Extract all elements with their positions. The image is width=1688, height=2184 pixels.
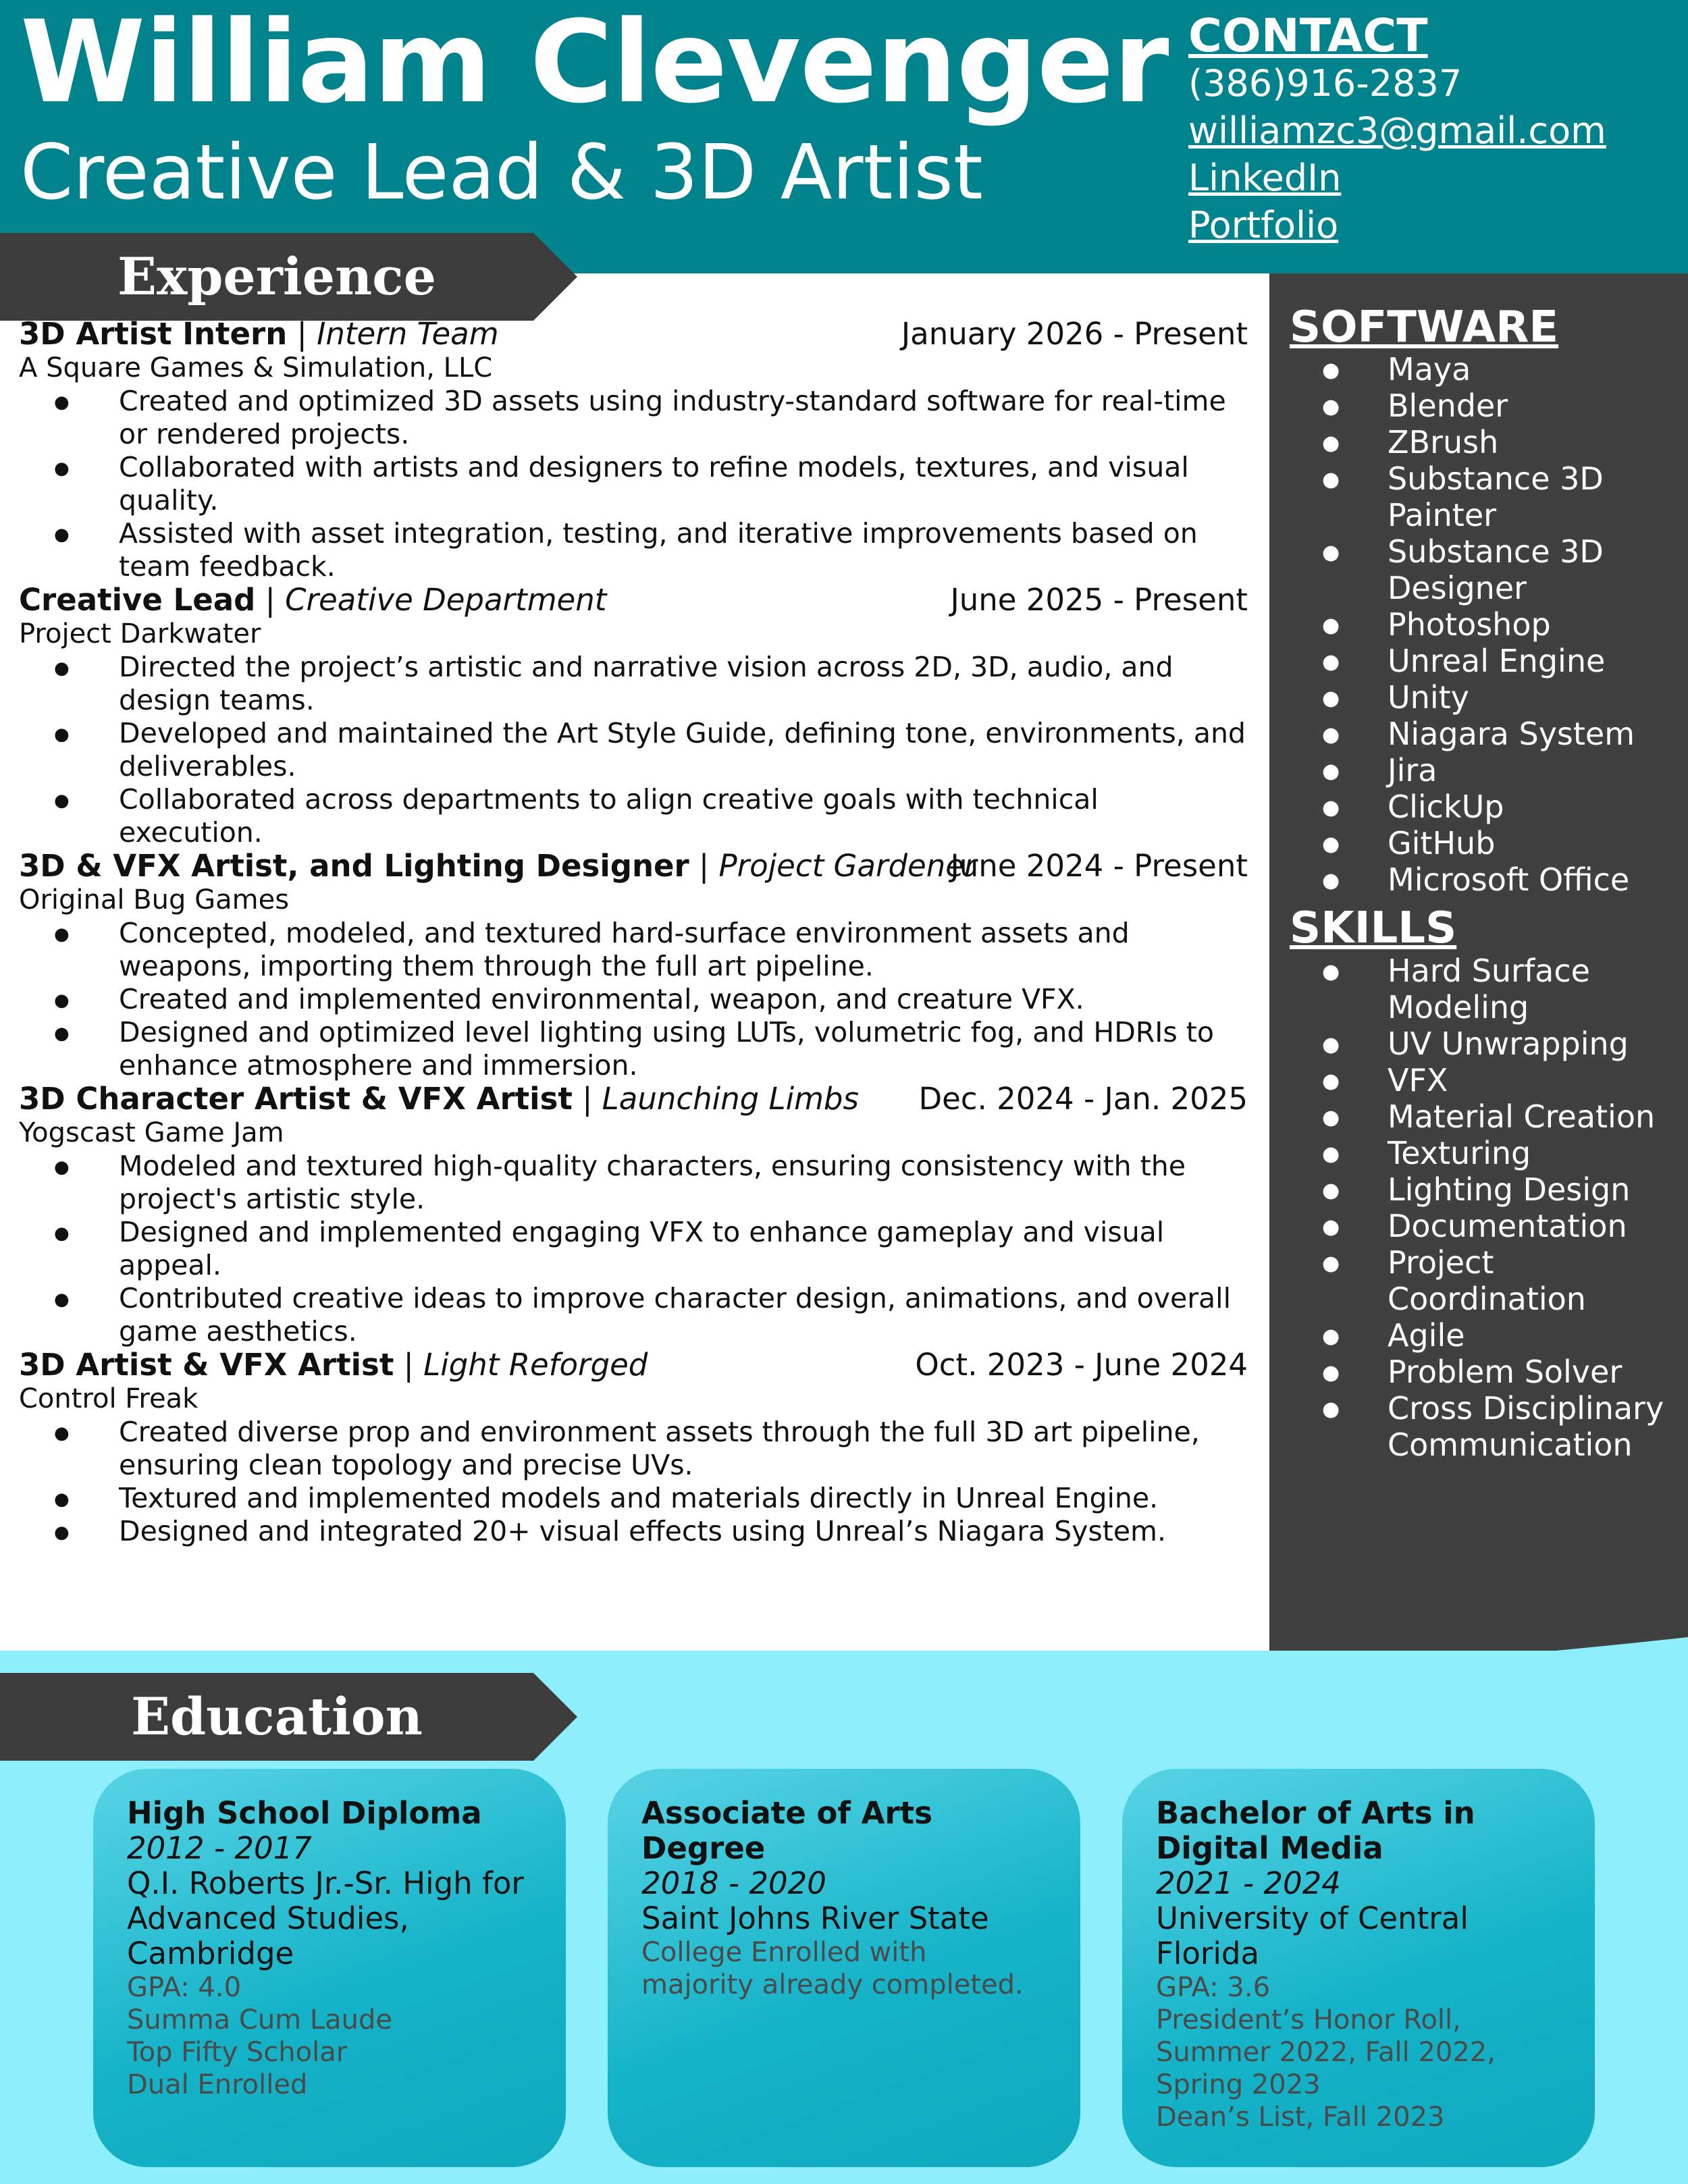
education-years: 2021 - 2024 <box>1156 1865 1341 1901</box>
contact-heading: CONTACT <box>1188 9 1428 63</box>
software-item: ● Substance 3D Painter <box>1269 460 1688 533</box>
job-title: 3D Character Artist & VFX Artist <box>19 1081 573 1117</box>
job-bullet: ● Directed the project’s artistic and narrative vision across 2D, 3D, audio, and design teams. <box>19 651 1248 717</box>
job-date: June 2025 - Present <box>950 582 1248 618</box>
skill-item: ● Problem Solver <box>1269 1354 1688 1390</box>
skill-item: ● Documentation <box>1269 1208 1688 1244</box>
education-school: Q.I. Roberts Jr.-Sr. High for Advanced Studies, Cambridge <box>127 1865 524 1971</box>
software-heading: SOFTWARE <box>1290 302 1559 352</box>
job-team: Creative Department <box>285 582 607 618</box>
job-team: Project Gardener <box>718 848 977 884</box>
software-item: ● Unity <box>1269 679 1688 716</box>
job-entry <box>19 583 1248 849</box>
education-heading: Education <box>131 1686 423 1747</box>
job-team: Launching Limbs <box>602 1081 859 1117</box>
skill-item: ● UV Unwrapping <box>1269 1026 1688 1062</box>
skill-item: ● Material Creation <box>1269 1098 1688 1135</box>
job-date: Dec. 2024 - Jan. 2025 <box>918 1081 1248 1117</box>
job-bullets <box>19 1416 1248 1548</box>
education-note: President’s Honor Roll, Summer 2022, Fall 2022, Spring 2023 <box>1156 2004 1496 2100</box>
skills-list <box>1269 953 1688 1463</box>
job-entry <box>19 1348 1248 1548</box>
contact-phone: (386)916-2837 <box>1188 62 1462 105</box>
job-date: Oct. 2023 - June 2024 <box>915 1347 1248 1383</box>
software-item: ● Maya <box>1269 351 1688 388</box>
job-header: 3D Artist Intern | Intern Team January 2026 - Present <box>19 316 1248 352</box>
job-bullets <box>19 917 1248 1082</box>
software-list <box>1269 351 1688 898</box>
job-bullet: ● Designed and optimized level lighting using LUTs, volumetric fog, and HDRIs to enhance atmosphere and immersion. <box>19 1016 1248 1082</box>
education-school: Saint Johns River State <box>641 1900 989 1936</box>
job-header: 3D & VFX Artist, and Lighting Designer | Project Gardener June 2024 - Present <box>19 848 1248 884</box>
software-item: ● Substance 3D Designer <box>1269 533 1688 606</box>
job-company: A Square Games & Simulation, LLC <box>19 352 493 383</box>
job-team: Light Reforged <box>423 1347 648 1383</box>
education-degree: Bachelor of Arts in Digital Media <box>1156 1795 1475 1866</box>
job-bullet: ● Developed and maintained the Art Style Guide, defining tone, environments, and deliverables. <box>19 717 1248 783</box>
resume-title: Creative Lead & 3D Artist <box>20 129 983 217</box>
education-note: GPA: 4.0 <box>127 1972 242 2003</box>
job-bullets <box>19 385 1248 583</box>
job-entry <box>19 1082 1248 1348</box>
job-company: Original Bug Games <box>19 884 290 915</box>
software-item: ● Niagara System <box>1269 716 1688 752</box>
job-team: Intern Team <box>317 316 499 352</box>
job-bullet: ● Designed and integrated 20+ visual effects using Unreal’s Niagara System. <box>19 1515 1248 1548</box>
contact-block <box>1188 9 1606 249</box>
contact-linkedin-link[interactable]: LinkedIn <box>1188 157 1342 200</box>
education-note: Top Fifty Scholar <box>127 2037 348 2068</box>
job-title: 3D Artist & VFX Artist <box>19 1347 394 1383</box>
job-date: January 2026 - Present <box>901 316 1248 352</box>
job-bullets <box>19 651 1248 849</box>
job-bullets <box>19 1150 1248 1348</box>
experience-heading: Experience <box>117 246 436 307</box>
job-bullet: ● Concepted, modeled, and textured hard-surface environment assets and weapons, importing them through the full art pipeline. <box>19 917 1248 983</box>
job-bullet: ● Collaborated across departments to align creative goals with technical execution. <box>19 783 1248 849</box>
education-note: Summa Cum Laude <box>127 2004 393 2035</box>
software-item: ● Jira <box>1269 752 1688 789</box>
job-bullet: ● Designed and implemented engaging VFX to enhance gameplay and visual appeal. <box>19 1216 1248 1282</box>
job-bullet: ● Collaborated with artists and designers to refine models, textures, and visual quality. <box>19 451 1248 517</box>
skills-heading: SKILLS <box>1290 903 1457 954</box>
sidebar <box>1269 273 1688 1651</box>
job-header: 3D Character Artist & VFX Artist | Launching Limbs Dec. 2024 - Jan. 2025 <box>19 1081 1248 1117</box>
job-bullet: ● Assisted with asset integration, testing, and iterative improvements based on team feedback. <box>19 517 1248 583</box>
job-bullet: ● Textured and implemented models and materials directly in Unreal Engine. <box>19 1482 1248 1515</box>
experience-section <box>19 317 1248 1548</box>
job-company: Yogscast Game Jam <box>19 1117 284 1148</box>
education-note: Dual Enrolled <box>127 2069 308 2100</box>
education-card-bachelor <box>1122 1769 1595 2167</box>
software-item: ● ZBrush <box>1269 424 1688 460</box>
education-years: 2012 - 2017 <box>127 1830 312 1866</box>
contact-email-link[interactable]: williamzc3@gmail.com <box>1188 109 1606 153</box>
education-card-associate <box>608 1769 1080 2167</box>
job-bullet: ● Created and optimized 3D assets using industry-standard software for real-time or rendered projects. <box>19 385 1248 451</box>
education-degree: Associate of Arts Degree <box>641 1795 932 1866</box>
job-header: Creative Lead | Creative Department June 2025 - Present <box>19 582 1248 618</box>
education-card-high-school <box>93 1769 566 2167</box>
job-entry <box>19 317 1248 583</box>
education-years: 2018 - 2020 <box>641 1865 826 1901</box>
job-bullet: ● Contributed creative ideas to improve character design, animations, and overall game aesthetics. <box>19 1282 1248 1348</box>
job-title: Creative Lead <box>19 582 256 618</box>
job-company: Control Freak <box>19 1383 199 1414</box>
contact-portfolio-link[interactable]: Portfolio <box>1188 204 1339 247</box>
skill-item: ● Texturing <box>1269 1135 1688 1171</box>
skill-item: ● Lighting Design <box>1269 1171 1688 1208</box>
job-company: Project Darkwater <box>19 618 261 649</box>
software-item: ● Unreal Engine <box>1269 643 1688 679</box>
skill-item: ● Hard Surface Modeling <box>1269 953 1688 1026</box>
software-item: ● ClickUp <box>1269 789 1688 825</box>
software-item: ● Blender <box>1269 388 1688 424</box>
job-entry <box>19 849 1248 1082</box>
education-school: University of Central Florida <box>1156 1900 1469 1971</box>
software-item: ● Photoshop <box>1269 606 1688 643</box>
education-note: College Enrolled with majority already completed. <box>641 1937 1024 2000</box>
job-bullet: ● Created diverse prop and environment assets through the full 3D art pipeline, ensuring clean topology and precise UVs. <box>19 1416 1248 1482</box>
resume-name: William Clevenger <box>20 0 1169 128</box>
education-note: Dean’s List, Fall 2023 <box>1156 2102 1445 2133</box>
job-header: 3D Artist & VFX Artist | Light Reforged Oct. 2023 - June 2024 <box>19 1347 1248 1383</box>
education-note: GPA: 3.6 <box>1156 1972 1271 2003</box>
skill-item: ● Project Coordination <box>1269 1244 1688 1317</box>
education-degree: High School Diploma <box>127 1795 482 1831</box>
job-title: 3D & VFX Artist, and Lighting Designer <box>19 848 689 884</box>
software-item: ● GitHub <box>1269 825 1688 861</box>
skill-item: ● Agile <box>1269 1317 1688 1354</box>
job-title: 3D Artist Intern <box>19 316 288 352</box>
skill-item: ● Cross Disciplinary Communication <box>1269 1390 1688 1463</box>
job-bullet: ● Modeled and textured high-quality characters, ensuring consistency with the project's artistic style. <box>19 1150 1248 1216</box>
skill-item: ● VFX <box>1269 1062 1688 1098</box>
job-date: June 2024 - Present <box>950 848 1248 884</box>
job-bullet: ● Created and implemented environmental, weapon, and creature VFX. <box>19 983 1248 1016</box>
software-item: ● Microsoft Office <box>1269 861 1688 898</box>
